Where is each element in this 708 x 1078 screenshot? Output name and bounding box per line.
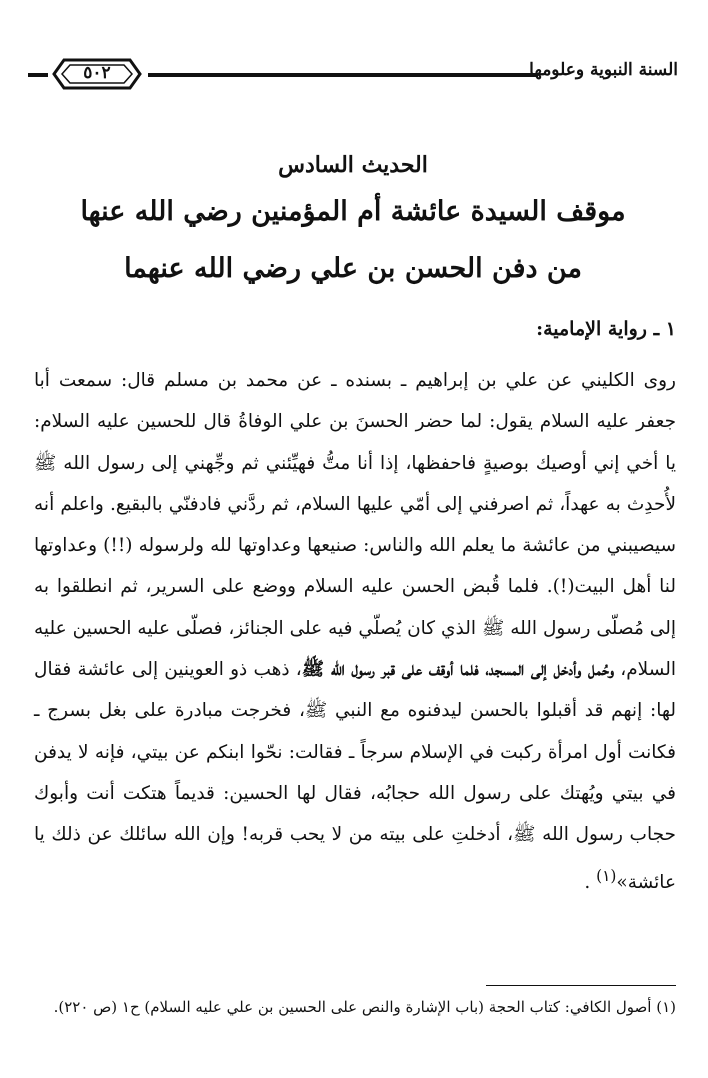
hadith-label: الحديث السادس: [278, 152, 428, 178]
footnote: (١) أصول الكافي: كتاب الحجة (باب الإشارة والنص على الحسين بن علي عليه السلام) ح١ (ص ٢٢٠).: [53, 998, 676, 1016]
header-rule: [148, 73, 538, 77]
section-heading: ١ ـ رواية الإمامية:: [536, 318, 676, 340]
main-title-line1: موقف السيدة عائشة أم المؤمنين رضي الله عنها: [80, 196, 626, 227]
page-number-badge: [52, 57, 142, 91]
body-paragraph-2: ، ذهب ذو العوينين إلى عائشة فقال لها: إنهم قد أقبلوا بالحسن ليدفنوه مع النبي ﷺ، فخرجت مبادرة على بغل بسرج ـ فكانت أول امرأة ركبت في الإسلام سرجاً ـ فقالت: نحّوا ابنكم عن بيتي، فإنه لا يدفن في بيتي ويُهتك على رسول الله حجابُه، فقال لها الحسين: قديماً هتكت أنت وأبوك حجاب رسول الله ﷺ، أدخلتِ على بيته من لا يحب قربه! وإن الله سائلك عن ذلك يا عائشة»: [34, 659, 676, 893]
footnote-divider: [486, 985, 676, 986]
body-bold-phrase: وحُمل وأدخل إلى المسجد، فلما أوقف على قبر رسول الله ﷺ: [301, 659, 615, 681]
running-title: السنة النبوية وعلومها: [529, 60, 678, 80]
page-number: ٥٠٢: [83, 63, 111, 83]
body-end: .: [584, 871, 591, 893]
page-header: [28, 52, 678, 98]
main-title-line2: من دفن الحسن بن علي رضي الله عنهما: [124, 253, 582, 284]
footnote-ref[interactable]: (١): [596, 866, 617, 885]
body-text: [34, 360, 676, 903]
header-rule-left: [28, 73, 48, 77]
body-paragraph-1: روى الكليني عن علي بن إبراهيم ـ بسنده ـ عن محمد بن مسلم قال: سمعت أبا جعفر عليه السلام يقول: لما حضر الحسنَ بن علي الوفاةُ قال للحسين عليه السلام: يا أخي إني أوصيك بوصيةٍ فاحفظها، إذا أنا متُّ فهيِّئني ثم وجِّهني إلى رسول الله ﷺ لأُحدِث به عهداً، ثم اصرفني إلى أمّي عليها السلام، ثم ردَّني فادفنّي بالبقيع. واعلم أنه سيصيبني من عائشة ما يعلم الله والناس: صنيعها وعداوتها لله ولرسوله (!!) وعداوتها لنا أهل البيت(!). فلما قُبض الحسن عليه السلام ووضع على السرير، ثم انطلقوا به إلى مُصلّى رسول الله ﷺ الذي كان يُصلّي فيه على الجنائز، فصلّى عليه الحسين عليه السلام،: [34, 370, 676, 681]
